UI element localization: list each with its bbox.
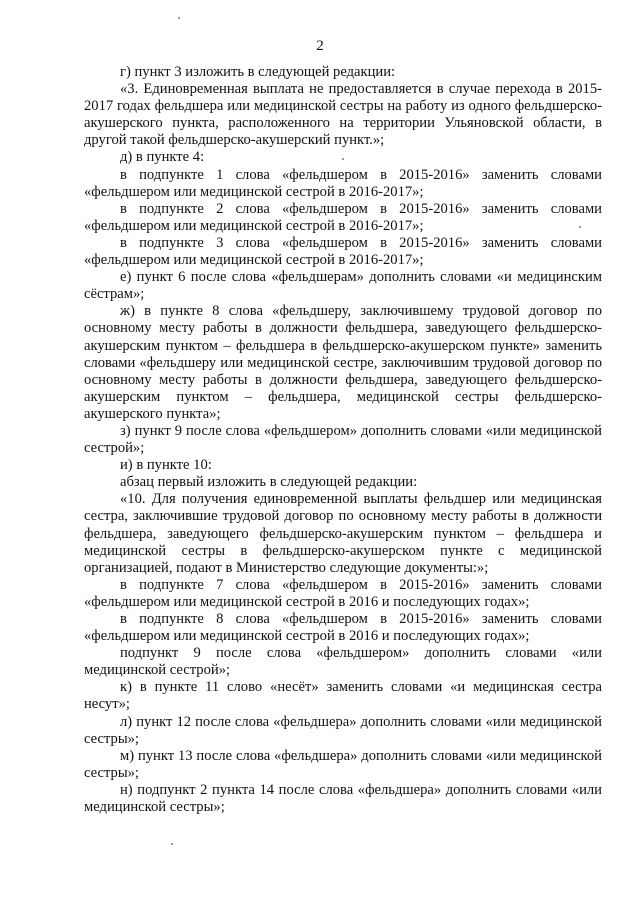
- paragraph-item-zh: ж) в пункте 8 слова «фельдшеру, заключившему трудовой договор по основному месту работы в должности фельдшера, заведующего фельдшерско-акушерским пунктом – фельдшера в фельдшерско-акушерском пункте» заменить словами «фельдшеру или медицинской сестре, заключившим трудовой договор по основному месту работы в должности фельдшера, заведующего фельдшерско-акушерским пунктом – фельдшера, медицинской сестры фельдшерско-акушерского пункта»;: [84, 303, 602, 422]
- paragraph-first-abzac: абзац первый изложить в следующей редакции:: [120, 474, 418, 491]
- paragraph-item-e: е) пункт 6 после слова «фельдшерам» дополнить словами «и медицинским сёстрам»;: [84, 269, 602, 303]
- paragraph-subpoint-8: в подпункте 8 слова «фельдшером в 2015-2016» заменить словами «фельдшером или медицинской сестрой в 2016 и последующих годах»;: [84, 611, 602, 645]
- paragraph-subpoint-2: в подпункте 2 слова «фельдшером в 2015-2016» заменить словами «фельдшером или медицинской сестрой в 2016-2017»;: [84, 200, 602, 234]
- paragraph-item-k: к) в пункте 11 слово «несёт» заменить словами «и медицинская сестра несут»;: [84, 679, 602, 713]
- paragraph-item-z: з) пункт 9 после слова «фельдшером» дополнить словами «или медицинской сестрой»;: [84, 422, 602, 457]
- scan-speck: [342, 158, 344, 160]
- scan-speck: [178, 17, 180, 19]
- paragraph-item-i: и) в пункте 10:: [120, 457, 212, 474]
- scan-speck: [171, 843, 173, 845]
- paragraph-subpoint-3: в подпункте 3 слова «фельдшером в 2015-2016» заменить словами «фельдшером или медицинской сестрой в 2016-2017»;: [84, 234, 602, 269]
- paragraph-item-n: н) подпункт 2 пункта 14 после слова «фельдшера» дополнить словами «или медицинской сестры»;: [84, 781, 602, 816]
- page-number: 2: [316, 38, 324, 54]
- paragraph-item-d: д) в пункте 4:: [120, 149, 205, 166]
- paragraph-subpoint-7: в подпункте 7 слова «фельдшером в 2015-2016» заменить словами «фельдшером или медицинской сестрой в 2016 и последующих годах»;: [84, 576, 602, 610]
- paragraph-subpoint-9: подпункт 9 после слова «фельдшером» дополнить словами «или медицинской сестрой»;: [84, 645, 602, 679]
- paragraph-subpoint-1: в подпункте 1 слова «фельдшером в 2015-2016» заменить словами «фельдшером или медицинской сестрой в 2016-2017»;: [84, 166, 602, 200]
- paragraph-new-point-10: «10. Для получения единовременной выплаты фельдшер или медицинская сестра, заключившие трудовой договор по основному месту работы в должности фельдшера, заведующего фельдшерско-акушерским пунктом – фельдшера и медицинской сестры в фельдшерско-акушерском пункте с медицинской организацией, подают в Министерство следующие документы:»;: [84, 491, 602, 576]
- paragraph-item-l: л) пункт 12 после слова «фельдшера» дополнить словами «или медицинской сестры»;: [84, 713, 602, 747]
- paragraph-new-point-3: «3. Единовременная выплата не предоставляется в случае перехода в 2015-2017 годах фельдшера или медицинской сестры на работу из одного фельдшерско-акушерского пункта, расположенного на территории Ульяновской области, в другой такой фельдшерско-акушерский пункт.»;: [84, 81, 602, 149]
- document-body: [84, 64, 602, 816]
- scan-speck: [579, 226, 581, 228]
- paragraph-item-g: г) пункт 3 изложить в следующей редакции:: [120, 64, 396, 80]
- paragraph-item-m: м) пункт 13 после слова «фельдшера» дополнить словами «или медицинской сестры»;: [84, 747, 602, 781]
